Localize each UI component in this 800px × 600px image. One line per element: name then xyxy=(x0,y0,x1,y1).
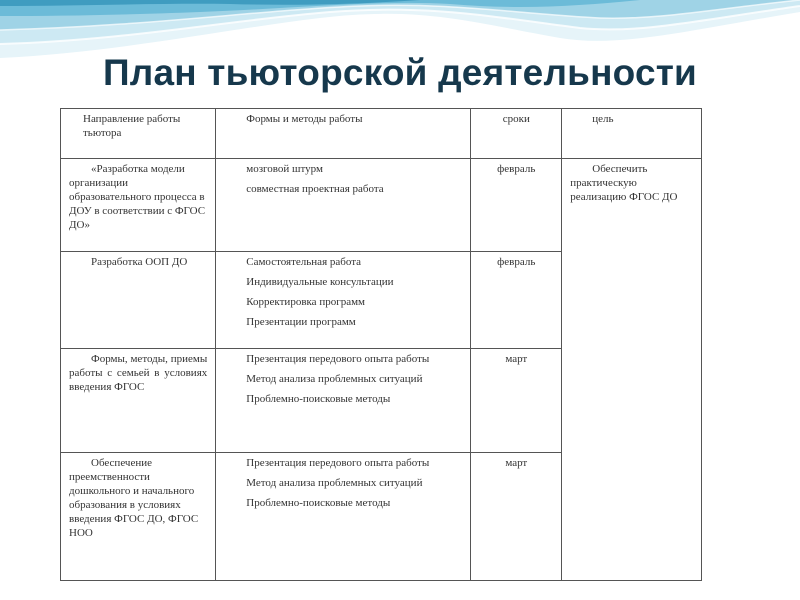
row4-direction-text: Обеспечение преемственности дошкольного и начального образования в условиях введения ФГОС ДО, ФГОС НОО xyxy=(69,457,199,539)
row2-method-3: Корректировка программ xyxy=(246,296,366,308)
header-forms xyxy=(216,109,471,159)
row3-term-text: март xyxy=(505,353,528,365)
table-header-row xyxy=(61,109,702,159)
row1-direction xyxy=(61,159,216,252)
row3-method-2: Метод анализа проблемных ситуаций xyxy=(246,373,423,385)
goal-text: Обеспечить практическую реализацию ФГОС ДО xyxy=(570,163,678,203)
row2-method-2: Индивидуальные консультации xyxy=(246,276,394,288)
header-terms xyxy=(471,109,562,159)
row2-direction-text: Разработка ООП ДО xyxy=(91,256,188,268)
slide-title: План тьюторской деятельности xyxy=(102,52,698,93)
row4-method-2: Метод анализа проблемных ситуаций xyxy=(246,477,423,489)
row3-direction xyxy=(61,349,216,453)
row3-methods xyxy=(216,349,471,453)
header-direction xyxy=(61,109,216,159)
header-terms-text: сроки xyxy=(502,113,530,125)
row2-methods xyxy=(216,252,471,349)
header-goal-text: цель xyxy=(592,113,614,125)
row1-direction-text: «Разработка модели организации образовательного процесса в ДОУ в соответствии с ФГОС ДО» xyxy=(69,163,206,231)
row3-method-1: Презентация передового опыта работы xyxy=(246,353,430,365)
row3-direction-text: Формы, методы, приемы работы с семьей в условиях введения ФГОС xyxy=(69,353,208,393)
goal-cell xyxy=(562,159,702,581)
row1-methods xyxy=(216,159,471,252)
table-row xyxy=(61,159,702,252)
row1-method-1: мозговой штурм xyxy=(246,163,323,175)
row1-term-text: февраль xyxy=(497,163,536,175)
row3-method-3: Проблемно-поисковые методы xyxy=(246,393,391,405)
header-goal xyxy=(562,109,702,159)
row2-term-text: февраль xyxy=(497,256,536,268)
header-direction-text: Направление работы тьютора xyxy=(83,113,181,139)
row4-methods xyxy=(216,453,471,581)
row1-term xyxy=(471,159,562,252)
row2-method-4: Презентации программ xyxy=(246,316,356,328)
row4-direction xyxy=(61,453,216,581)
row4-method-3: Проблемно-поисковые методы xyxy=(246,497,391,509)
row3-term xyxy=(471,349,562,453)
row4-term-text: март xyxy=(505,457,528,469)
tutor-plan-table xyxy=(60,108,702,581)
row4-method-1: Презентация передового опыта работы xyxy=(246,457,430,469)
row2-term xyxy=(471,252,562,349)
row2-direction xyxy=(61,252,216,349)
row1-method-2: совместная проектная работа xyxy=(246,183,384,195)
header-forms-text: Формы и методы работы xyxy=(246,113,363,125)
row2-method-1: Самостоятельная работа xyxy=(246,256,362,268)
row4-term xyxy=(471,453,562,581)
